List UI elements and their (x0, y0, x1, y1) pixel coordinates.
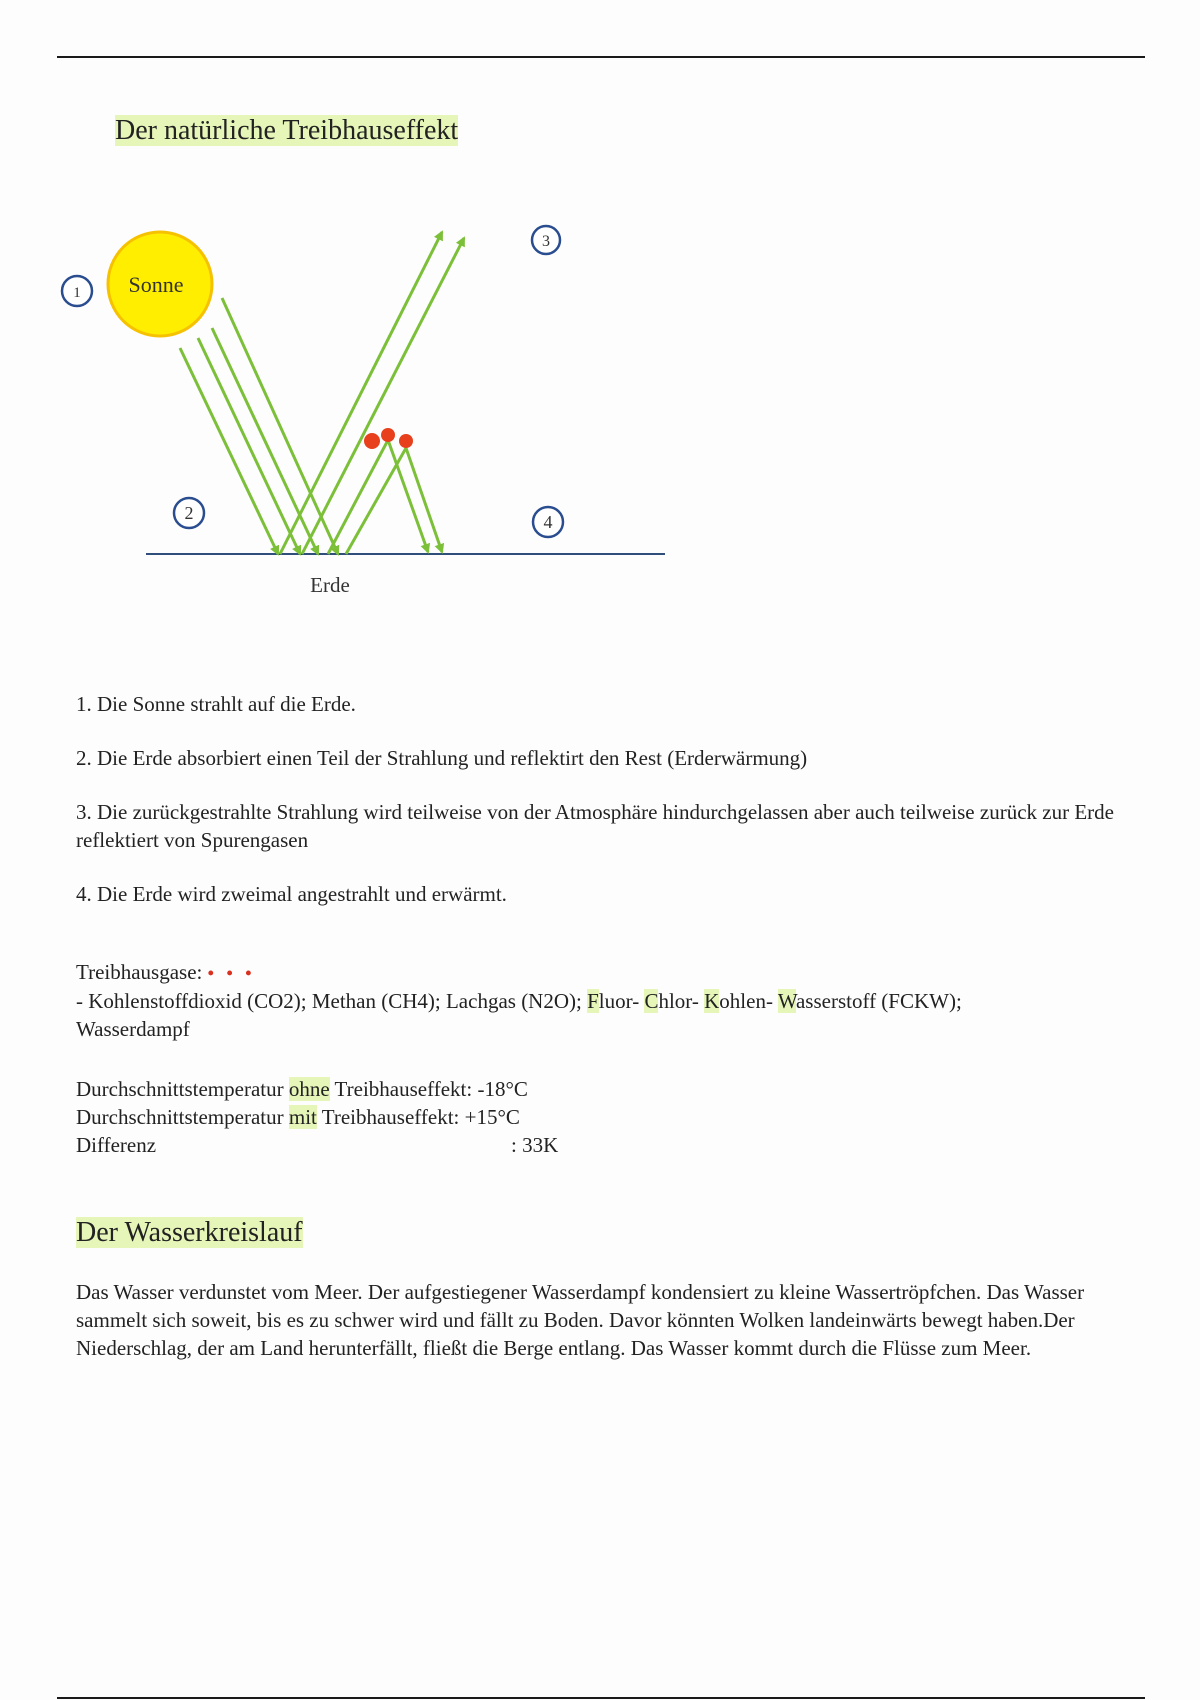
marker-number: 4 (543, 512, 553, 532)
incoming-ray (198, 338, 300, 554)
temp-row-without (76, 1075, 1136, 1103)
gases-label: Treibhausgase: (76, 960, 203, 984)
temp-suffix: Treibhauseffekt: +15°C (316, 1105, 520, 1129)
gases-list (76, 987, 1136, 1015)
gases-list-start: - Kohlenstoffdioxid (CO2); Methan (CH4); Lachgas (N2O); (76, 989, 588, 1013)
step-item: 2. Die Erde absorbiert einen Teil der Strahlung und reflektirt den Rest (Erderwärmung) (76, 746, 808, 770)
escaping-ray (302, 238, 464, 554)
gas-molecule (399, 434, 413, 448)
gases-heading (76, 958, 1136, 987)
dots-icon: • • • (207, 963, 256, 983)
temp-prefix: Durchschnittstemperatur (76, 1077, 289, 1101)
earth-label: Erde (310, 573, 350, 597)
reflected-rays (328, 440, 442, 554)
temp-word-mit: mit (288, 1105, 317, 1129)
step-marker-4 (533, 507, 563, 537)
steps-list (76, 690, 1136, 934)
marker-number: 2 (184, 503, 194, 523)
gases-list-end: Wasserdampf (76, 1017, 190, 1041)
sun-label: Sonne (128, 272, 184, 297)
step-item: 4. Die Erde wird zweimal angestrahlt und erwärmt. (76, 882, 507, 906)
fckw-rest-f: luor- (598, 989, 645, 1013)
wasserkreislauf-text: Das Wasser verdunstet vom Meer. Der aufgestiegener Wasserdampf kondensiert zu kleine Wassertröpfchen. Das Wasser sammelt sich soweit, bis es zu schwer wird und fällt zu Boden. Davor könnten Wolken landeinwärts bewegt haben.Der Niederschlag, der am Land herunterfällt, fließt die Berge entlang. Das Wasser kommt durch die Flüsse zum Meer. (76, 1280, 1085, 1360)
reflected-ray (346, 448, 442, 554)
step-marker-3 (532, 226, 560, 254)
fckw-rest-k: ohlen- (719, 989, 778, 1013)
greenhouse-diagram (0, 200, 700, 620)
step-marker-1 (62, 276, 92, 306)
fckw-letter-w: W (777, 989, 796, 1013)
step-item: 3. Die zurückgestrahlte Strahlung wird teilweise von der Atmosphäre hindurchgelassen aber auch teilweise zurück zur Erde reflektiert von Spurengasen (76, 800, 1114, 852)
fckw-rest-w: asserstoff (FCKW); (795, 989, 962, 1013)
temp-prefix: Durchschnittstemperatur (76, 1105, 289, 1129)
fckw-letter-c: C (644, 989, 659, 1013)
escaping-ray (280, 232, 442, 554)
section-title-wasserkreislauf: Der Wasserkreislauf (76, 1217, 303, 1248)
greenhouse-gases (76, 958, 1136, 1043)
gas-molecule (381, 428, 395, 442)
temp-row-with (76, 1103, 1136, 1131)
step-marker-2 (174, 498, 204, 528)
temp-row-diff (76, 1131, 1136, 1159)
fckw-letter-k: K (704, 989, 720, 1013)
diff-value: : 33K (511, 1133, 559, 1157)
temperature-block (76, 1075, 1136, 1159)
fckw-rest-c: hlor- (658, 989, 705, 1013)
fckw-letter-f: F (587, 989, 599, 1013)
section-title-treibhauseffekt: Der natürliche Treibhauseffekt (115, 115, 459, 146)
temp-suffix: Treibhauseffekt: -18°C (329, 1077, 528, 1101)
marker-number: 3 (542, 233, 550, 250)
step-item: 1. Die Sonne strahlt auf die Erde. (76, 692, 356, 716)
bottom-rule (57, 1697, 1145, 1699)
incoming-ray (212, 328, 318, 554)
temp-word-ohne: ohne (288, 1077, 330, 1101)
marker-number: 1 (73, 285, 81, 301)
gas-molecule (364, 433, 380, 449)
diff-label: Differenz (76, 1133, 157, 1157)
top-rule (57, 56, 1145, 58)
